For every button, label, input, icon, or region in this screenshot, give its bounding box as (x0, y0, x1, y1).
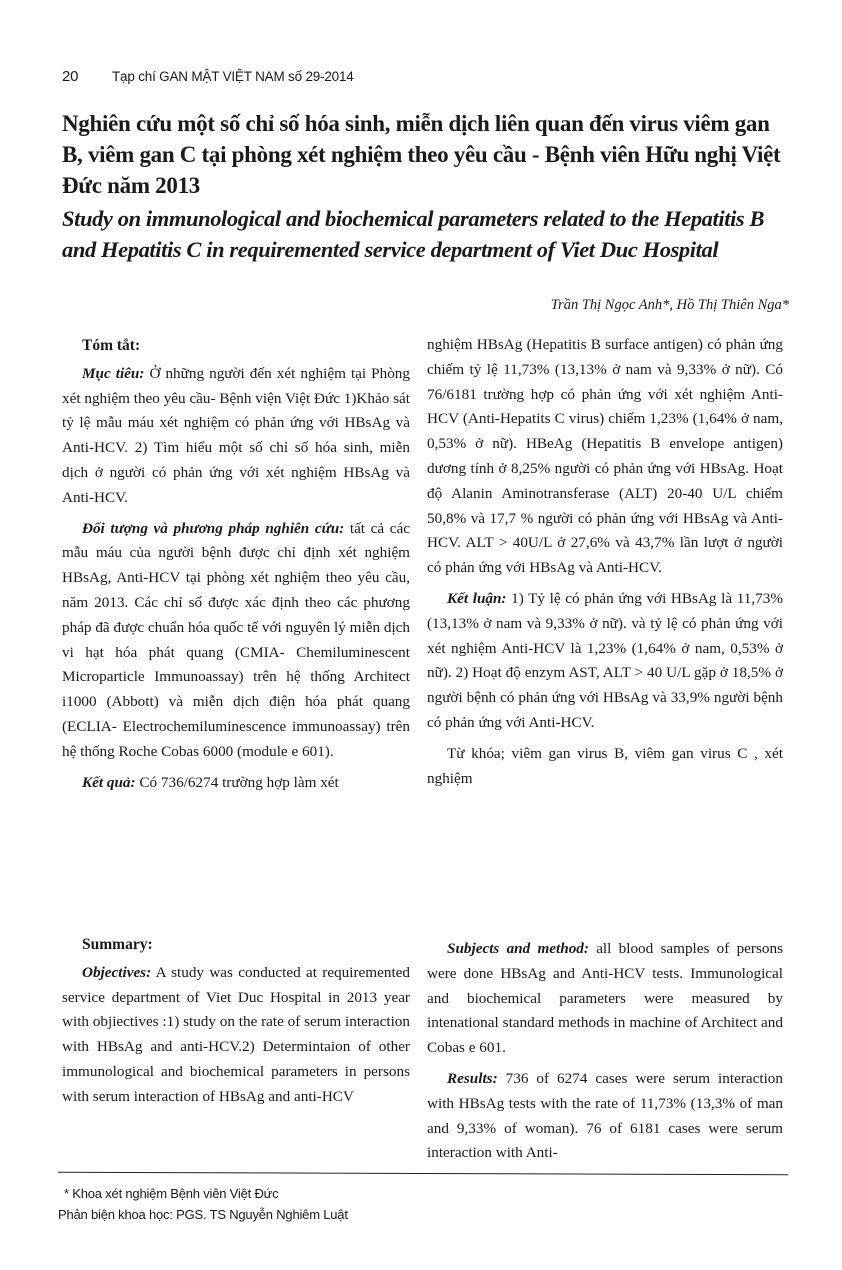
footnote-reviewer: Phản biện khoa học: PGS. TS Nguyễn Nghiêm Luật (58, 1207, 348, 1222)
footnote-divider (58, 1172, 788, 1176)
footnote-affiliation: * Khoa xét nghiệm Bệnh viên Việt Đức (64, 1186, 279, 1201)
conclusion-text: 1) Tỷ lệ có phản ứng với HBsAg là 11,73% (13,13% ở nam và 9,33% ở nữ). và tỷ lệ có phản ứng với xét nghiệm Anti-HCV là 1,23% (1,64% ở nam, 0,53% ở nữ). 2) Hoạt độ enzym AST, ALT > 40 U/L gặp ở 18,5% ở người bệnh có phản ứng với HBsAg và 33,9% người bệnh có phản ứng với Anti-HCV. (427, 589, 783, 731)
footnotes (58, 1183, 348, 1225)
journal-name: Tạp chí GAN MẬT VIỆT NAM số 29-2014 (112, 69, 354, 84)
results-label: Kết quả: (82, 773, 136, 791)
page-number: 20 (62, 68, 79, 85)
abstract-vi-heading: Tóm tắt: (82, 337, 141, 354)
results-text-start: Có 736/6274 trường hợp làm xét (135, 773, 339, 791)
objectives-label: Mục tiêu: (82, 364, 145, 382)
title-english: Study on immunological and biochemical parameters related to the Hepatitis B and Hepatitis C in requiremented service department of Viet Duc Hospital (62, 206, 765, 262)
summary-methods (427, 937, 783, 1061)
authors: Trần Thị Ngọc Anh*, Hồ Thị Thiên Nga* (550, 297, 789, 313)
en-objectives-text: A study was conducted at requiremented service department of Viet Duc Hospital in 2013 year with objiectives :1) study on the rate of serum interaction with HBsAg and anti-HCV.2) Determintaion of other immunological and biochemical parameters in persons with serum interaction of HBsAg and anti-HCV (62, 963, 410, 1105)
title-vietnamese: Nghiên cứu một số chỉ số hóa sinh, miễn dịch liên quan đến virus viêm gan B, viêm gan C tại phòng xét nghiệm theo yêu cầu - Bệnh viên Hữu nghị Việt Đức năm 2013 (62, 111, 781, 198)
objectives-text: Ở những người đến xét nghiệm tại Phòng xét nghiệm theo yêu cầu- Bệnh viện Việt Đức 1)Khảo sát tỷ lệ mẫu máu xét nghiệm có phản ứng với HBsAg và Anti-HCV. 2) Tìm hiểu một số chỉ số hóa sinh, miễn dịch ở người có phản ứng với xét nghiệm HBsAg và Anti-HCV. (62, 364, 410, 506)
abstract-vi-left-column (62, 334, 410, 801)
methods-text: tất cả các mẫu máu của người bệnh được chỉ định xét nghiệm HBsAg, Anti-HCV tại phòng xét nghiệm theo yêu cầu, năm 2013. Các chỉ số được xác định theo các phương pháp đã được chuẩn hóa quốc tế với nguyên lý miễn dịch vi hạt hóa phát quang (CMIA- Chemiluminescent Microparticle Immunoassay) trên hệ thống Architect i1000 (Abbott) và miễn dịch điện hóa phát quang (ECLIA- Electrochemiluminescence immunoassay) trên hệ thống Roche Cobas 6000 (module e 601). (62, 519, 410, 760)
en-objectives-label: Objectives: (82, 963, 152, 981)
en-methods-text: all blood samples of persons were done HBsAg and Anti-HCV tests. Immunological and biochemical parameters were measured by intenational standard methods in machine of Architect and Cobas e 601. (427, 940, 783, 1057)
abstract-vi-methods (62, 517, 410, 765)
running-head (62, 68, 354, 85)
en-results-text: 736 of 6274 cases were serum interaction with HBsAg tests with the rate of 11,73% (13,3% of man and 9,33% of woman). 76 of 6181 cases were serum interaction with Anti- (427, 1069, 783, 1162)
abstract-vi-results-cont: nghiệm HBsAg (Hepatitis B surface antigen) có phản ứng chiếm tỷ lệ 11,73% (13,13% ở nam và 9,33% ở nữ). Có 76/6181 trường hợp có phản ứng với xét nghiệm Anti-HCV (Anti-Hepatits C virus) chiếm 1,23% (1,64% ở nam, 0,53% ở nữ). HBeAg (Hepatitis B envelope antigen) dương tính ở 8,25% người có phản ứng với HBsAg. Hoạt độ Alanin Aminotransferase (ALT) 20-40 U/L chiếm 50,8% và 17,7 % người có phản ứng với HBsAg và Anti-HCV. ALT > 40U/L ở 27,6% và 43,7% lần lượt ở người có phản ứng với HBsAg và Anti-HCV. (427, 336, 783, 577)
abstract-vi-conclusion (427, 587, 783, 736)
summary-results (427, 1067, 783, 1166)
abstract-vi-objectives (62, 362, 410, 511)
abstract-vi-right-column (427, 333, 783, 797)
summary-heading: Summary: (82, 936, 153, 953)
en-results-label: Results: (447, 1069, 498, 1087)
abstract-vi-results-start (62, 771, 410, 796)
keywords: Từ khóa; viêm gan virus B, viêm gan virus C , xét nghiệm (427, 744, 783, 787)
en-methods-label: Subjects and method: (447, 940, 589, 957)
methods-label: Đối tượng và phương pháp nghiên cứu: (82, 519, 345, 537)
conclusion-label: Kết luận: (447, 589, 507, 607)
summary-en-right-column (427, 937, 783, 1172)
summary-en-left-column (62, 933, 410, 1116)
summary-objectives (62, 961, 410, 1110)
